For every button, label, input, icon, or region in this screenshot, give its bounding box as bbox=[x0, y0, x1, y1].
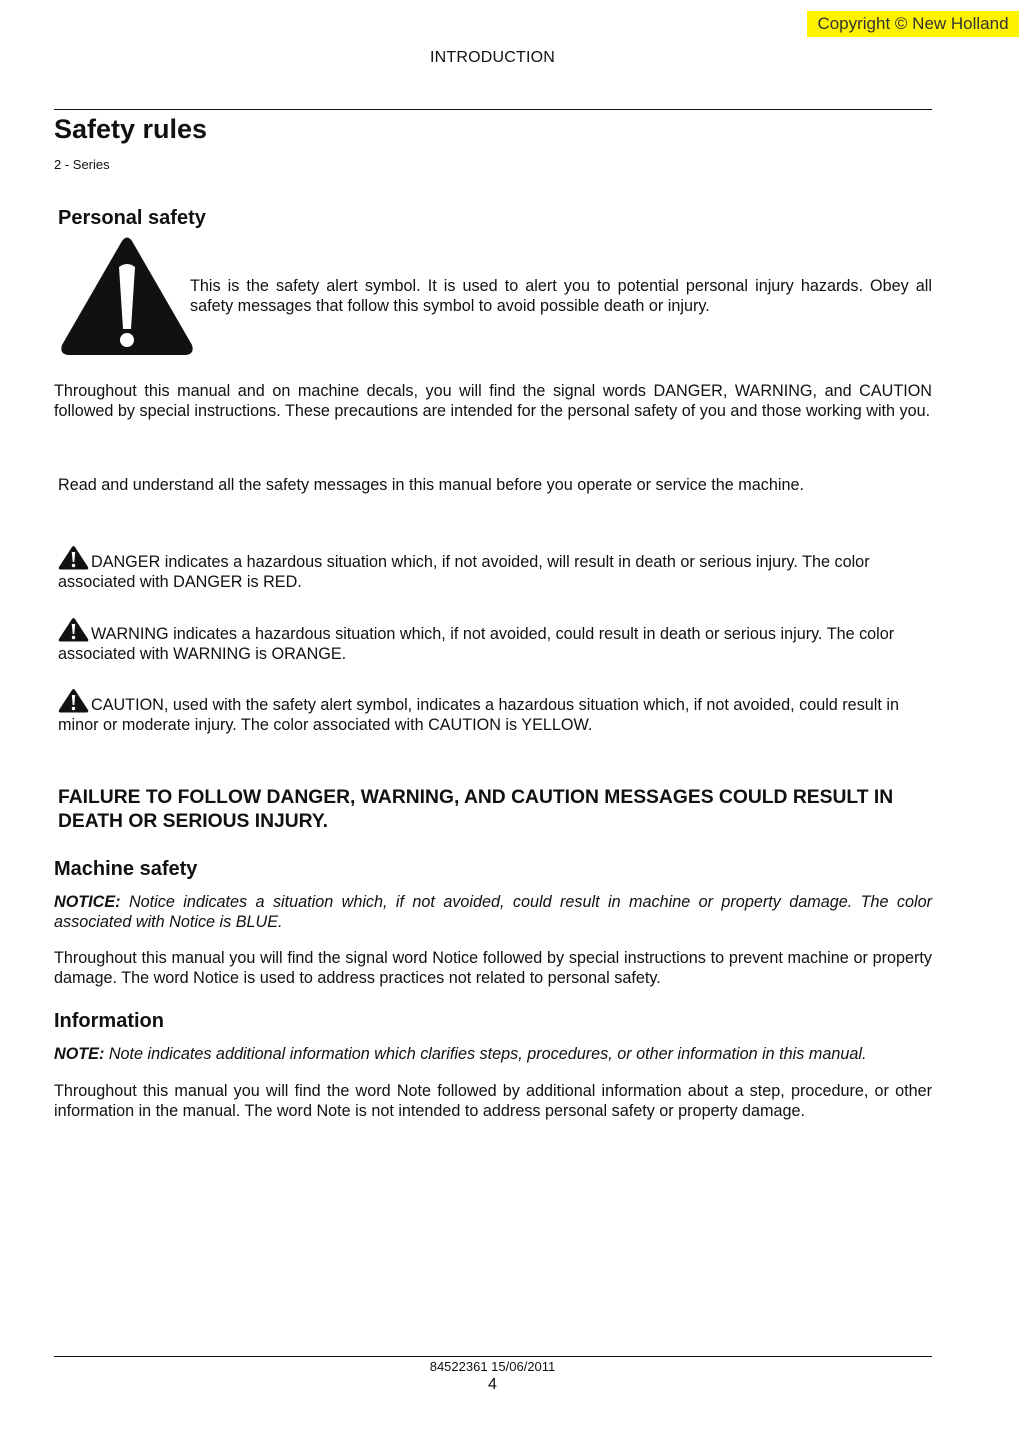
machine-safety-heading: Machine safety bbox=[54, 858, 198, 880]
caution-message bbox=[58, 688, 932, 735]
note-label: NOTE: bbox=[54, 1045, 105, 1063]
page-title: Safety rules bbox=[54, 114, 208, 144]
information-heading: Information bbox=[54, 1010, 164, 1032]
danger-alert-icon bbox=[58, 545, 89, 570]
personal-safety-heading: Personal safety bbox=[58, 207, 206, 229]
caution-alert-icon bbox=[58, 688, 89, 713]
document-code: 84522361 15/06/2011 bbox=[429, 1359, 556, 1374]
danger-text: DANGER indicates a hazardous situation which, if not avoided, will result in death or serious injury. The color associated with DANGER is RED. bbox=[58, 553, 870, 591]
alert-symbol-description: This is the safety alert symbol. It is used to alert you to potential personal injury hazards. Obey all safety messages that follow this symbol to avoid possible death or injury. bbox=[190, 277, 932, 315]
page-number: 4 bbox=[488, 1376, 497, 1393]
signal-words-intro: Throughout this manual and on machine decals, you will find the signal words DANGER, WARNING, and CAUTION followed by special instructions. These precautions are intended for the personal safety of you and those working with you. bbox=[54, 382, 932, 420]
caution-text: CAUTION, used with the safety alert symbol, indicates a hazardous situation which, if not avoided, could result in minor or moderate injury. The color associated with CAUTION is YELLOW. bbox=[58, 696, 899, 734]
header-rule bbox=[54, 109, 932, 110]
series-label: 2 - Series bbox=[54, 157, 110, 172]
copyright-badge: Copyright © New Holland bbox=[807, 11, 1019, 37]
read-understand-text: Read and understand all the safety messages in this manual before you operate or service the machine. bbox=[58, 476, 804, 494]
running-header: INTRODUCTION bbox=[429, 49, 556, 66]
note-paragraph bbox=[54, 1044, 932, 1064]
machine-safety-body: Throughout this manual you will find the signal word Notice followed by special instructions to prevent machine or property damage. The word Notice is used to address practices not related to personal safety. bbox=[54, 949, 932, 987]
notice-text: Notice indicates a situation which, if not avoided, could result in machine or property damage. The color associated with Notice is BLUE. bbox=[54, 893, 932, 931]
note-text: Note indicates additional information which clarifies steps, procedures, or other information in this manual. bbox=[108, 1045, 867, 1063]
information-body: Throughout this manual you will find the word Note followed by additional information about a step, procedure, or other information in the manual. The word Note is not intended to address personal safety or property damage. bbox=[54, 1082, 932, 1120]
notice-paragraph bbox=[54, 892, 932, 932]
failure-warning: FAILURE TO FOLLOW DANGER, WARNING, AND CAUTION MESSAGES COULD RESULT IN DEATH OR SERIOUS INJURY. bbox=[58, 787, 894, 832]
danger-message bbox=[58, 545, 932, 592]
warning-alert-icon bbox=[58, 617, 89, 642]
safety-alert-triangle-icon bbox=[58, 235, 196, 357]
warning-text: WARNING indicates a hazardous situation which, if not avoided, could result in death or serious injury. The color associated with WARNING is ORANGE. bbox=[58, 625, 895, 663]
footer-rule bbox=[54, 1356, 932, 1357]
notice-label: NOTICE: bbox=[54, 893, 121, 911]
warning-message bbox=[58, 617, 932, 664]
